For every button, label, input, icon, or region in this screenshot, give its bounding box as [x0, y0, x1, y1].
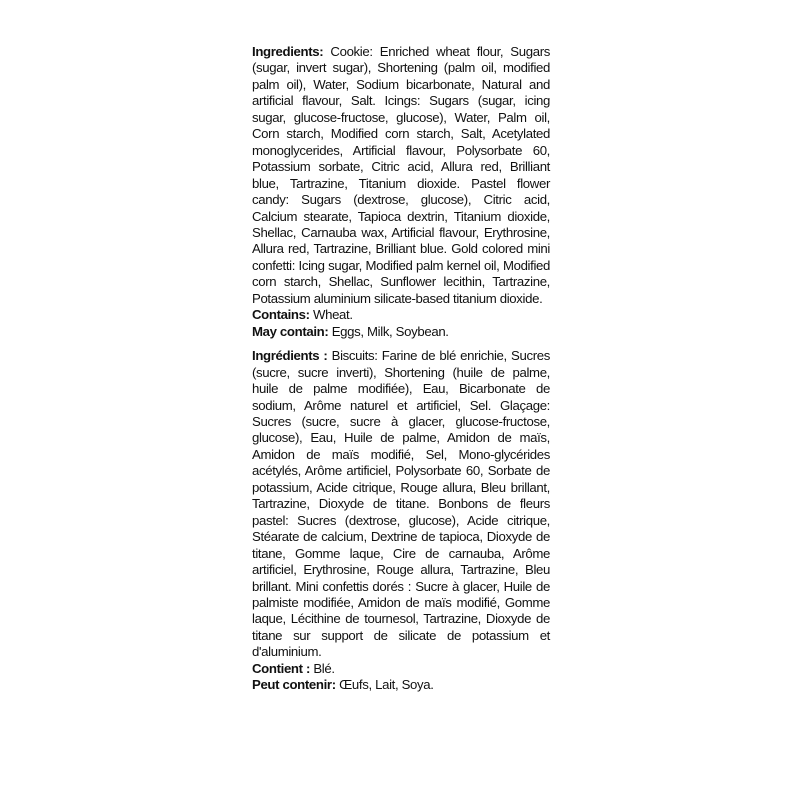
english-ingredients-heading: Ingredients: — [252, 44, 324, 59]
ingredients-label-panel — [252, 44, 550, 694]
english-ingredients-paragraph — [252, 44, 550, 307]
english-section — [252, 44, 550, 340]
french-ingredients-paragraph — [252, 348, 550, 661]
english-may-contain-text: Eggs, Milk, Soybean. — [331, 323, 449, 339]
french-ingredients-text: Biscuits: Farine de blé enrichie, Sucres (sucre, sucre inverti), Shortening (huile de palme, huile de palme modifiée), Eau, Bicarbonate de sodium, Arôme naturel et artificiel, Sel. Glaçage: Sucres (sucre, sucre à glacer, glucose-fructose, glucose), Eau, Huile de palme, Amidon de maïs, Amidon de maïs modifié, Sel, Mono-glycérides acétylés, Arôme artificiel, Polysorbate 60, Sorbate de potassium, Acide citrique, Rouge allura, Bleu brillant, Tartrazine, Dioxyde de titane. Bonbons de fleurs pastel: Sucres (dextrose, glucose), Acide citrique, Stéarate de calcium, Dextrine de tapioca, Dioxyde de titane, Gomme laque, Cire de carnauba, Arôme artificiel, Erythrosine, Rouge allura, Tartrazine, Bleu brillant. Mini confettis dorés : Sucre à glacer, Huile de palmiste modifiée, Amidon de maïs modifié, Gomme laque, Lécithine de tournesol, Tartrazine, Dioxyde de titane sur support de silicate de potassium et d'aluminium. — [252, 348, 550, 660]
english-may-contain-line — [252, 324, 550, 340]
french-contains-heading: Contient : — [252, 660, 311, 676]
english-contains-line — [252, 307, 550, 323]
french-section — [252, 348, 550, 694]
french-contains-text: Blé. — [313, 660, 335, 676]
english-contains-text: Wheat. — [312, 307, 353, 323]
french-ingredients-heading: Ingrédients : — [252, 348, 328, 364]
english-ingredients-text: Cookie: Enriched wheat flour, Sugars (sugar, invert sugar), Shortening (palm oil, modified palm oil), Water, Sodium bicarbonate, Natural and artificial flavour, Salt. Icings: Sugars (sugar, icing sugar, glucose-fructose, glucose), Water, Palm oil, Corn starch, Modified corn starch, Salt, Acetylated monoglycerides, Artificial flavour, Polysorbate 60, Potassium sorbate, Citric acid, Allura red, Brilliant blue, Tartrazine, Titanium dioxide. Pastel flower candy: Sugars (dextrose, glucose), Citric acid, Calcium stearate, Tapioca dextrin, Titanium dioxide, Shellac, Carnauba wax, Artificial flavour, Erythrosine, Allura red, Tartrazine, Brilliant blue. Gold colored mini confetti: Icing sugar, Modified palm kernel oil, Modified corn starch, Shellac, Sunflower lecithin, Tartrazine, Potassium aluminium silicate-based titanium dioxide. — [252, 44, 550, 306]
english-may-contain-heading: May contain: — [252, 323, 329, 339]
english-contains-heading: Contains: — [252, 307, 310, 323]
french-may-contain-line — [252, 677, 550, 693]
french-may-contain-heading: Peut contenir: — [252, 677, 336, 693]
french-contains-line — [252, 661, 550, 677]
french-may-contain-text: Œufs, Lait, Soya. — [339, 677, 434, 693]
